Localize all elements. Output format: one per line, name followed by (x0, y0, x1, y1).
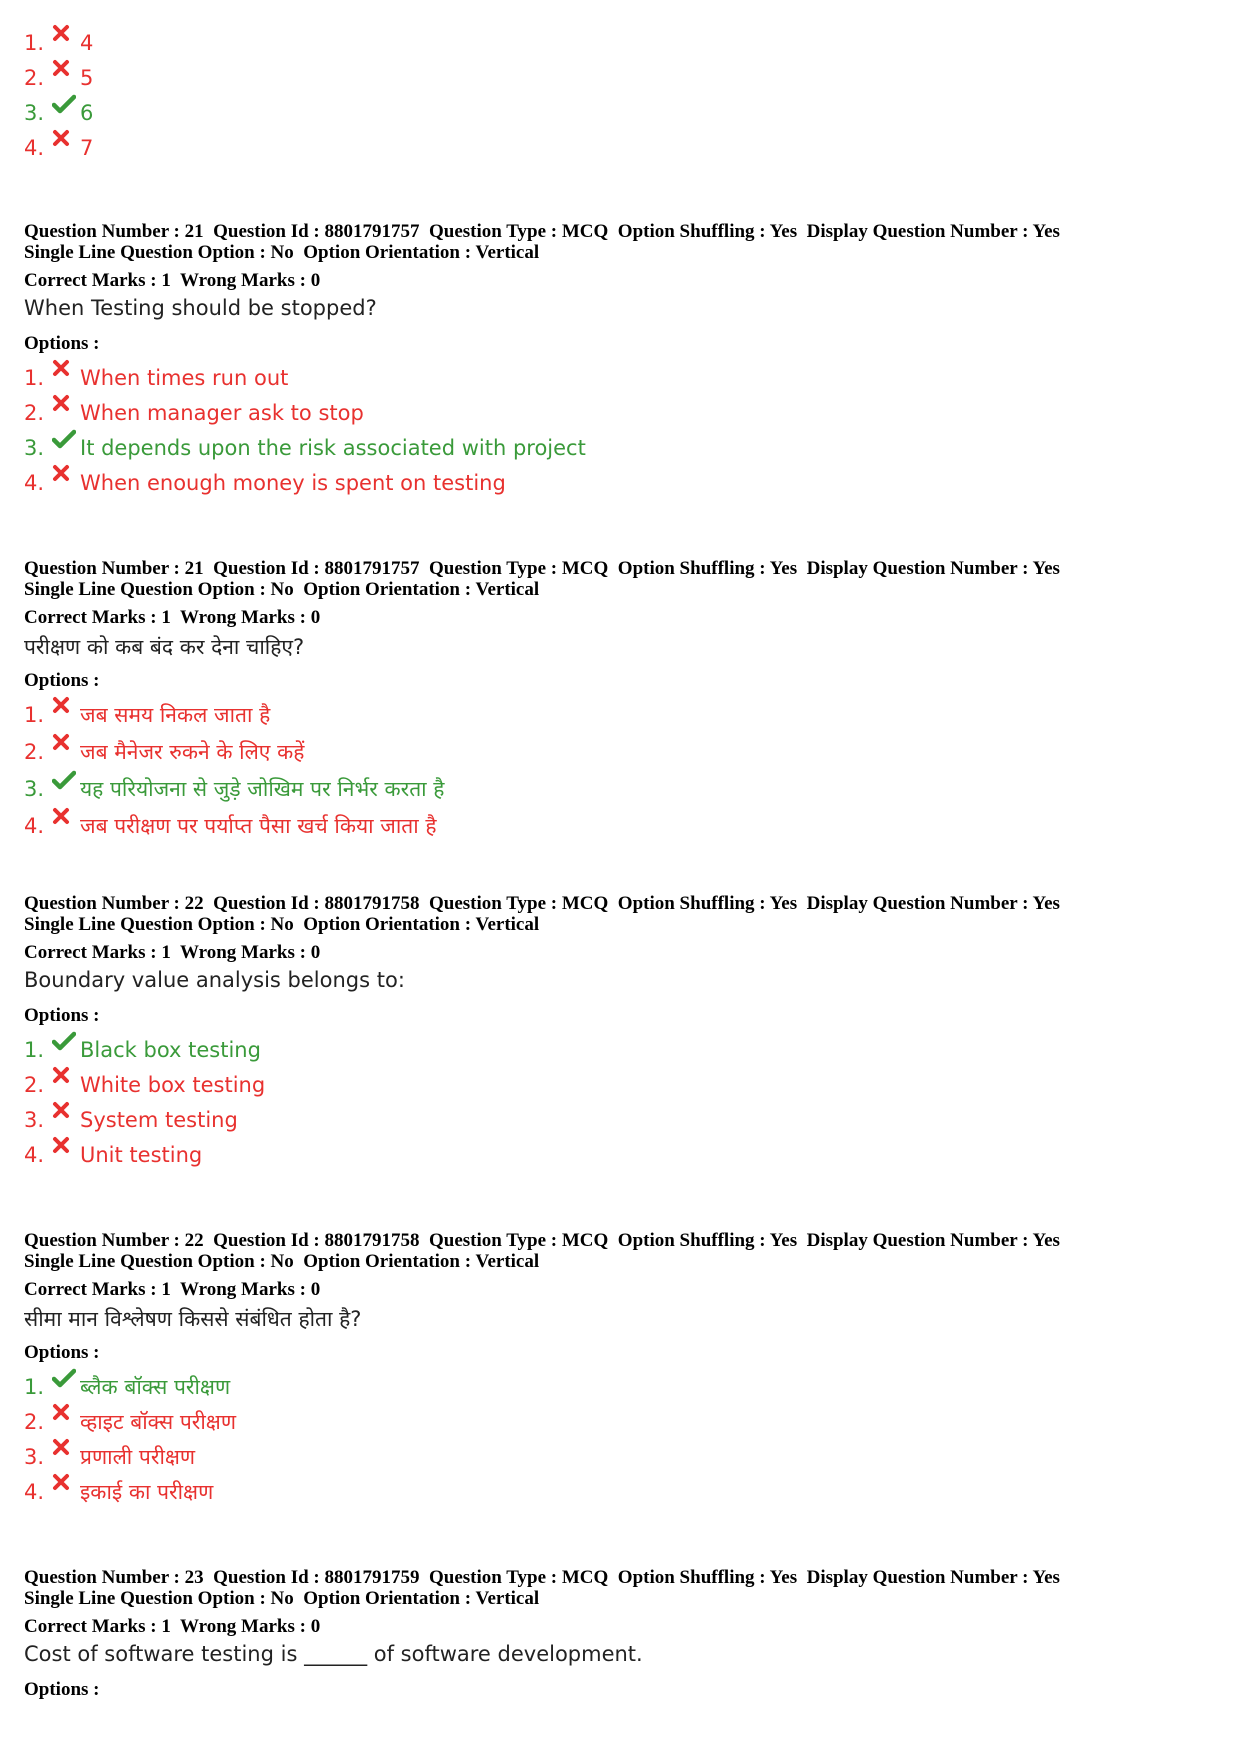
option-text: व्हाइट बॉक्स परीक्षण (80, 1410, 237, 1434)
option-row (24, 1442, 195, 1472)
option-number: 1. (24, 366, 45, 390)
option-row (24, 133, 93, 163)
question-text: Boundary value analysis belongs to: (24, 968, 405, 992)
option-text: जब मैनेजर रुकने के लिए कहें (80, 740, 305, 764)
option-number: 3. (24, 1108, 45, 1132)
option-text: It depends upon the risk associated with project (80, 436, 586, 460)
option-number: 3. (24, 436, 45, 460)
marks-line: Correct Marks : 1 Wrong Marks : 0 (24, 270, 321, 291)
option-row (24, 28, 93, 58)
cross-icon (52, 807, 80, 831)
option-text: When times run out (80, 366, 289, 390)
option-row (24, 433, 586, 463)
question-meta-line: Question Number : 22 Question Id : 8801791758 Question Type : MCQ Option Shuffling : Yes Display Question Number : Yes (24, 1230, 1060, 1251)
options-label: Options : (24, 670, 100, 691)
question-meta-line: Single Line Question Option : No Option Orientation : Vertical (24, 914, 540, 935)
option-row (24, 398, 364, 428)
marks-line: Correct Marks : 1 Wrong Marks : 0 (24, 1279, 321, 1300)
cross-icon (52, 733, 80, 757)
option-text: इकाई का परीक्षण (80, 1480, 214, 1504)
option-row (24, 774, 444, 804)
option-text: Unit testing (80, 1143, 203, 1167)
option-number: 2. (24, 66, 45, 90)
option-number: 1. (24, 31, 45, 55)
option-text: When manager ask to stop (80, 401, 364, 425)
option-text: 5 (80, 66, 94, 90)
question-meta-line: Question Number : 21 Question Id : 8801791757 Question Type : MCQ Option Shuffling : Yes Display Question Number : Yes (24, 558, 1060, 579)
cross-icon (52, 1438, 80, 1462)
option-row (24, 1070, 265, 1100)
option-number: 1. (24, 703, 45, 727)
cross-icon (52, 1136, 80, 1160)
cross-icon (52, 1403, 80, 1427)
options-label: Options : (24, 1679, 100, 1700)
marks-line: Correct Marks : 1 Wrong Marks : 0 (24, 1616, 321, 1637)
option-number: 2. (24, 1410, 45, 1434)
option-text: White box testing (80, 1073, 266, 1097)
option-row (24, 1105, 238, 1135)
option-row (24, 811, 437, 841)
marks-line: Correct Marks : 1 Wrong Marks : 0 (24, 607, 321, 628)
option-number: 3. (24, 1445, 45, 1469)
option-number: 4. (24, 136, 45, 160)
cross-icon (52, 24, 80, 48)
options-label: Options : (24, 1342, 100, 1363)
question-text: सीमा मान विश्लेषण किससे संबंधित होता है? (24, 1307, 362, 1331)
option-text: 6 (80, 101, 94, 125)
check-icon (52, 429, 80, 453)
option-row (24, 63, 93, 93)
cross-icon (52, 1101, 80, 1125)
check-icon (52, 1031, 80, 1055)
cross-icon (52, 696, 80, 720)
question-meta-line: Single Line Question Option : No Option Orientation : Vertical (24, 1588, 540, 1609)
options-label: Options : (24, 1005, 100, 1026)
option-text: 4 (80, 31, 94, 55)
question-text: When Testing should be stopped? (24, 296, 377, 320)
question-meta-line: Single Line Question Option : No Option Orientation : Vertical (24, 1251, 540, 1272)
question-meta-line: Question Number : 23 Question Id : 8801791759 Question Type : MCQ Option Shuffling : Yes Display Question Number : Yes (24, 1567, 1060, 1588)
cross-icon (52, 1066, 80, 1090)
options-label: Options : (24, 333, 100, 354)
cross-icon (52, 359, 80, 383)
option-row (24, 1477, 213, 1507)
option-text: 7 (80, 136, 94, 160)
question-text: Cost of software testing is ______ of software development. (24, 1642, 643, 1666)
question-meta-line: Single Line Question Option : No Option Orientation : Vertical (24, 242, 540, 263)
option-text: Black box testing (80, 1038, 261, 1062)
option-row (24, 737, 304, 767)
question-meta-line: Question Number : 22 Question Id : 8801791758 Question Type : MCQ Option Shuffling : Yes Display Question Number : Yes (24, 893, 1060, 914)
option-text: ब्लैक बॉक्स परीक्षण (80, 1375, 231, 1399)
question-text: परीक्षण को कब बंद कर देना चाहिए? (24, 635, 305, 659)
cross-icon (52, 1473, 80, 1497)
option-text: When enough money is spent on testing (80, 471, 506, 495)
option-number: 4. (24, 1480, 45, 1504)
check-icon (52, 1368, 80, 1392)
option-row (24, 1407, 236, 1437)
marks-line: Correct Marks : 1 Wrong Marks : 0 (24, 942, 321, 963)
option-number: 4. (24, 814, 45, 838)
option-row (24, 98, 93, 128)
option-row (24, 363, 288, 393)
option-number: 4. (24, 471, 45, 495)
option-number: 1. (24, 1038, 45, 1062)
option-text: System testing (80, 1108, 238, 1132)
option-text: जब समय निकल जाता है (80, 703, 271, 727)
check-icon (52, 770, 80, 794)
cross-icon (52, 394, 80, 418)
option-row (24, 1372, 230, 1402)
option-row (24, 468, 506, 498)
option-number: 2. (24, 1073, 45, 1097)
question-meta-line: Single Line Question Option : No Option Orientation : Vertical (24, 579, 540, 600)
check-icon (52, 94, 80, 118)
cross-icon (52, 129, 80, 153)
option-number: 2. (24, 401, 45, 425)
option-number: 2. (24, 740, 45, 764)
option-number: 3. (24, 777, 45, 801)
option-row (24, 700, 270, 730)
question-meta-line: Question Number : 21 Question Id : 8801791757 Question Type : MCQ Option Shuffling : Yes Display Question Number : Yes (24, 221, 1060, 242)
option-number: 3. (24, 101, 45, 125)
cross-icon (52, 59, 80, 83)
option-text: जब परीक्षण पर पर्याप्त पैसा खर्च किया जाता है (80, 814, 437, 838)
option-row (24, 1035, 261, 1065)
option-text: यह परियोजना से जुड़े जोखिम पर निर्भर करता है (80, 777, 445, 801)
option-number: 1. (24, 1375, 45, 1399)
option-row (24, 1140, 202, 1170)
option-text: प्रणाली परीक्षण (80, 1445, 196, 1469)
cross-icon (52, 464, 80, 488)
option-number: 4. (24, 1143, 45, 1167)
